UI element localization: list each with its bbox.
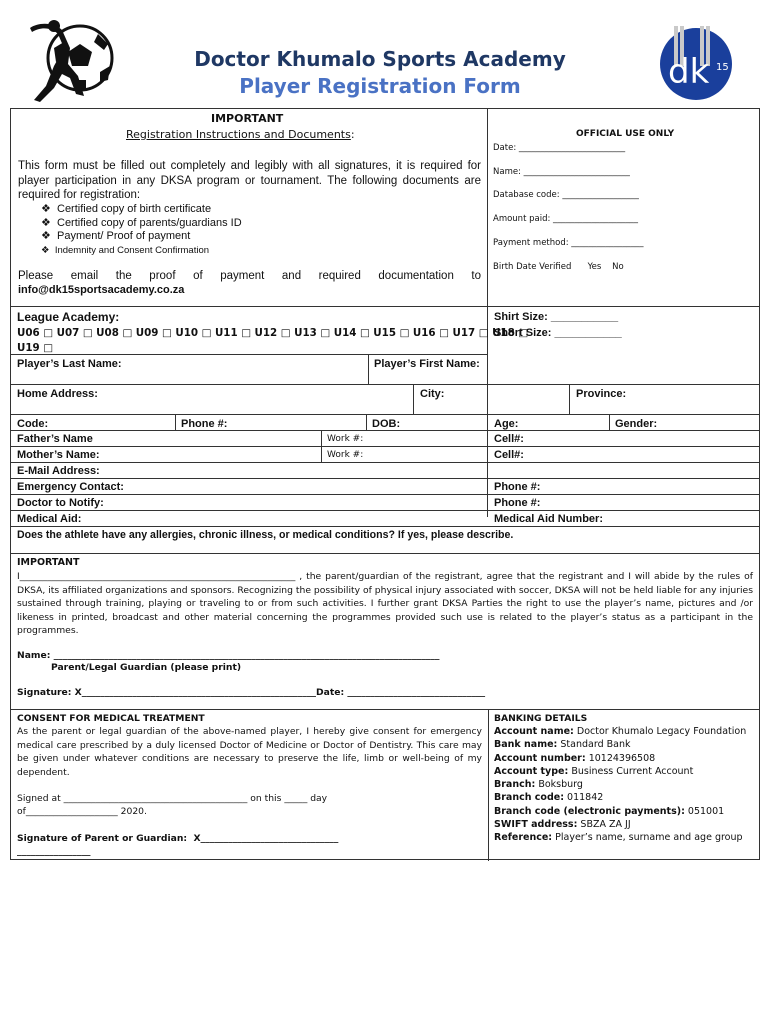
player-first-name-field[interactable]: Player’s First Name: bbox=[374, 358, 480, 370]
document-item: ❖ Indemnity and Consent Confirmation bbox=[41, 244, 210, 256]
league-options-u19[interactable]: U19 □ bbox=[17, 342, 54, 354]
banking-row: Account name: Doctor Khumalo Legacy Foundation bbox=[494, 726, 747, 737]
gender-field[interactable]: Gender: bbox=[615, 418, 658, 430]
banking-row: Branch code (electronic payments): 051001 bbox=[494, 805, 725, 817]
phone-field[interactable]: Phone #: bbox=[181, 418, 228, 430]
league-heading: League Academy: bbox=[17, 310, 120, 324]
father-work-field[interactable]: Work #: bbox=[327, 434, 364, 444]
instructions-intro: This form must be filled out completely and legibly with all signatures, it is required for player participation in any DKSA program or tournament. The following documents are required for registration: bbox=[18, 160, 481, 201]
birth-date-verified: Birth Date Verified Yes No bbox=[493, 262, 624, 272]
emergency-phone-field[interactable]: Phone #: bbox=[494, 481, 541, 493]
dk15-logo bbox=[652, 22, 740, 102]
form-title: Player Registration Form bbox=[239, 74, 521, 98]
official-date: Date: _________________________ bbox=[493, 143, 626, 153]
age-field[interactable]: Age: bbox=[494, 418, 519, 430]
city-field[interactable]: City: bbox=[420, 388, 445, 400]
banking-row: Account number: 10124396508 bbox=[494, 752, 656, 764]
official-payment-method: Payment method: _________________ bbox=[493, 238, 644, 248]
banking-heading: BANKING DETAILS bbox=[494, 713, 588, 724]
medical-aid-number-field[interactable]: Medical Aid Number: bbox=[494, 513, 603, 525]
medical-aid-field[interactable]: Medical Aid: bbox=[17, 513, 82, 525]
mother-name-field[interactable]: Mother’s Name: bbox=[17, 449, 100, 461]
academy-title: Doctor Khumalo Sports Academy bbox=[194, 47, 566, 71]
banking-details bbox=[494, 725, 756, 845]
dk15-logo-text: dk bbox=[668, 52, 710, 92]
email-link[interactable]: info@dk15sportsacademy.co.za bbox=[18, 284, 185, 296]
official-use-heading: OFFICIAL USE ONLY bbox=[576, 129, 675, 139]
doctor-field[interactable]: Doctor to Notify: bbox=[17, 497, 104, 509]
code-field[interactable]: Code: bbox=[17, 418, 49, 430]
short-size-field[interactable]: Short Size: ___________ bbox=[494, 327, 622, 339]
banking-row: Bank name: Standard Bank bbox=[494, 739, 631, 751]
official-database-code: Database code: __________________ bbox=[493, 190, 639, 200]
email-address-field[interactable]: E-Mail Address: bbox=[17, 465, 100, 477]
mother-work-field[interactable]: Work #: bbox=[327, 450, 364, 460]
verified-yes[interactable]: Yes bbox=[587, 262, 602, 272]
signature-date-line[interactable]: Signature: X___________________________________________________Date: ______________________________ bbox=[17, 687, 486, 698]
father-cell-field[interactable]: Cell#: bbox=[494, 433, 524, 445]
emergency-contact-field[interactable]: Emergency Contact: bbox=[17, 481, 124, 493]
home-address-field[interactable]: Home Address: bbox=[17, 388, 98, 400]
banking-row: Reference: Player’s name, surname and age group bbox=[494, 832, 743, 844]
document-item: ❖ Certified copy of parents/guardians ID bbox=[41, 216, 242, 229]
instructions-subheading: Registration Instructions and Documents: bbox=[126, 128, 355, 141]
banking-row: Account type: Business Current Account bbox=[494, 765, 694, 777]
signed-at-line[interactable]: Signed at ________________________________________ on this _____ day bbox=[17, 793, 328, 804]
doctor-phone-field[interactable]: Phone #: bbox=[494, 497, 541, 509]
official-name: Name: _________________________ bbox=[493, 167, 630, 177]
banking-row: SWIFT address: SBZA ZA JJ bbox=[494, 819, 631, 831]
page-header bbox=[0, 0, 770, 110]
document-item: ❖ Certified copy of birth certificate bbox=[41, 203, 212, 215]
consent-heading: CONSENT FOR MEDICAL TREATMENT bbox=[17, 713, 205, 724]
parent-signature-line[interactable]: Signature of Parent or Guardian: X______________________________ bbox=[17, 833, 339, 844]
official-amount-paid: Amount paid: ____________________ bbox=[493, 214, 639, 224]
guardian-print-label: Parent/Legal Guardian (please print) bbox=[51, 662, 242, 673]
email-instruction: Please email the proof of payment and required documentation to bbox=[18, 270, 481, 282]
document-item: ❖ Payment/ Proof of payment bbox=[41, 230, 191, 242]
consent-text: As the parent or legal guardian of the above-named player, I hereby give consent for emergency medical care prescribed by a duly licensed Doctor of Medicine or Doctor of Dentistry. This care may be given under whatever conditions are necessary to preserve the life, limb or well-being of my dependent. bbox=[17, 726, 482, 778]
document-list bbox=[41, 203, 242, 257]
father-name-field[interactable]: Father’s Name bbox=[17, 433, 93, 445]
player-last-name-field[interactable]: Player’s Last Name: bbox=[17, 358, 122, 370]
banking-row: Branch: Boksburg bbox=[494, 779, 583, 791]
mother-cell-field[interactable]: Cell#: bbox=[494, 449, 524, 461]
indemnity-heading: IMPORTANT bbox=[17, 557, 80, 568]
banking-row: Branch code: 011842 bbox=[494, 792, 604, 804]
province-field[interactable]: Province: bbox=[576, 388, 627, 400]
signed-of-line[interactable]: of____________________ 2020. bbox=[17, 806, 147, 817]
shirt-size-field[interactable]: Shirt Size: ___________ bbox=[494, 311, 619, 323]
parent-signature-tail: ________________ bbox=[17, 846, 91, 857]
registration-form bbox=[10, 108, 760, 860]
dob-field[interactable]: DOB: bbox=[372, 418, 401, 430]
verified-no[interactable]: No bbox=[612, 262, 624, 272]
important-heading: IMPORTANT bbox=[211, 112, 284, 125]
guardian-name-line[interactable]: Name: ____________________________________________________________________________________ bbox=[17, 650, 440, 661]
league-options[interactable]: U06 □ U07 □ U08 □ U09 □ U10 □ U11 □ U12 □ U13 □ U14 □ U15 □ U16 □ U17 □ U18 □ bbox=[17, 327, 529, 339]
indemnity-text: I____________________________________________________________ , the parent/guardian of the registrant, agree that the registrant and I will abide by the rules of DKSA, its affiliated organizations and sponsors. Recognizing the possibility of physical injury associated with soccer, DKSA will not be held liable for any injuries sustained through training, playing or traveling to or from such activities. I further grant DKSA Parties the right to use the player’s name, pictures and /or likeness in printed, broadcast and other material concerning the programmes provided such use is related to the player’s status as a participant in the programmes. bbox=[17, 571, 753, 636]
allergies-question[interactable]: Does the athlete have any allergies, chronic illness, or medical conditions? If yes, please describe. bbox=[17, 529, 514, 541]
dk15-logo-number: 15 bbox=[716, 62, 729, 73]
